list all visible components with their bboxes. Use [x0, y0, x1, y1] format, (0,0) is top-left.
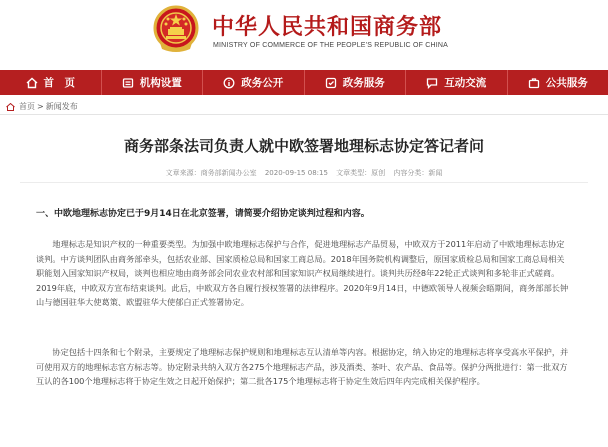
article-meta [0, 168, 608, 178]
nav-item-public-affairs[interactable] [203, 70, 305, 95]
site-header [0, 0, 608, 66]
article-paragraph: 协定包括十四条和七个附录，主要规定了地理标志保护规则和地理标志互认清单等内容。根据协定，纳入协定的地理标志将享受高水平保护，并可使用双方的地理标志官方标志等。协定附录共纳入双方各275个地理标志产品，涉及酒类、茶叶、农产品、食品等。保护分两批进行：第一批双方互认的各100个地理标志将于协定生效之日起开始保护；第二批各175个地理标志将于协定生效后四年内完成相关保护程序。 [36, 347, 569, 386]
divider [20, 182, 588, 183]
national-emblem-icon[interactable] [152, 5, 200, 55]
nav-label: 政务公开 [241, 77, 284, 89]
nav-label: 首 页 [43, 77, 75, 89]
site-title[interactable]: 中华人民共和国商务部 [212, 15, 443, 40]
nav-item-interaction[interactable] [406, 70, 508, 95]
breadcrumb-separator: > [37, 102, 44, 111]
article-question: 一、中欧地理标志协定已于9月14日在北京签署，请简要介绍协定谈判过程和内容。 [36, 209, 370, 219]
nav-label: 互动交流 [444, 77, 487, 89]
home-icon [26, 77, 38, 89]
divider [0, 114, 608, 115]
nav-item-services[interactable] [305, 70, 407, 95]
nav-label: 政务服务 [342, 77, 385, 89]
service-icon [325, 77, 337, 89]
nav-label: 机构设置 [139, 77, 182, 89]
breadcrumb-current[interactable]: 新闻发布 [45, 102, 78, 111]
info-icon [223, 77, 235, 89]
breadcrumb-home-icon [6, 103, 15, 111]
site-subtitle: MINISTRY OF COMMERCE OF THE PEOPLE'S REPUBLIC OF CHINA [213, 42, 449, 49]
chat-icon [426, 77, 438, 89]
breadcrumb [6, 101, 78, 112]
article-content-category: 内容分类：新闻 [393, 169, 443, 177]
nav-label: 公共服务 [545, 77, 588, 89]
main-nav [0, 70, 608, 95]
article-source: 文章来源：商务部新闻办公室 [165, 169, 257, 177]
breadcrumb-home[interactable]: 首页 [19, 102, 35, 111]
article-title: 商务部条法司负责人就中欧签署地理标志协定答记者问 [123, 137, 484, 155]
nav-item-home[interactable] [0, 70, 102, 95]
article-paragraph: 地理标志是知识产权的一种重要类型。为加强中欧地理标志保护与合作，促进地理标志产品贸易，中欧双方于2011年启动了中欧地理标志协定谈判。中方谈判团队由商务部牵头，包括农业部、国家质检总局和国家工商总局。2018年国务院机构调整后，原国家质检总局和国家工商总局相关职能划入国家知识产权局，谈判也相应地由商务部会同农业农村部和国家知识产权局继续进行。谈判共历经8年22轮正式谈判和多轮非正式磋商。2019年底，中欧双方宣布结束谈判。此后，中欧双方各自履行授权签署的法律程序。2020年9月14日，中德欧领导人视频会晤期间，商务部部长钟山与德国驻华大使葛策、欧盟驻华大使郁白正式签署协定。 [36, 239, 569, 307]
org-icon [122, 77, 134, 89]
article-date: 2020-09-15 08:15 [264, 169, 328, 177]
article-type: 文章类型：原创 [336, 169, 386, 177]
briefcase-icon [528, 77, 540, 89]
nav-item-public-service[interactable] [508, 70, 608, 95]
nav-item-organization[interactable] [102, 70, 204, 95]
